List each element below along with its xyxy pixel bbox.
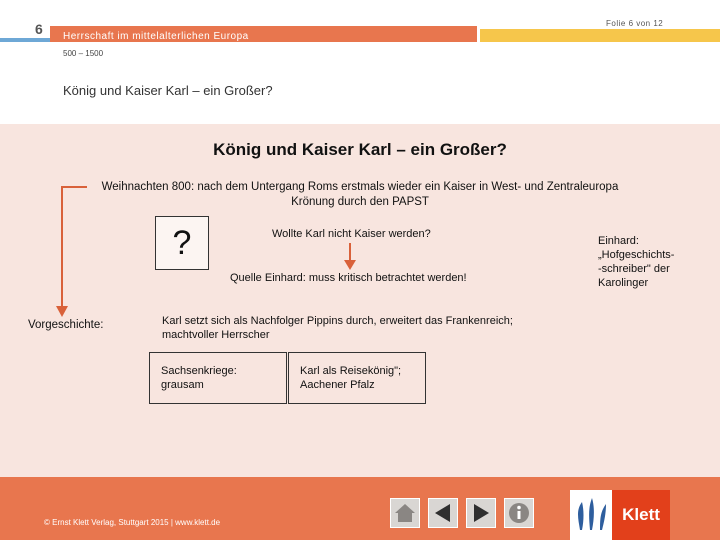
einhard-note	[598, 234, 708, 290]
slide-counter: Folie 6 von 12	[606, 19, 664, 28]
saxon-wars-line-1: Sachsenkriege:	[161, 365, 237, 377]
main-title: König und Kaiser Karl – ein Großer?	[213, 140, 507, 159]
info-icon	[505, 499, 533, 527]
travel-king-box	[288, 352, 426, 404]
home-button[interactable]	[390, 498, 420, 528]
chapter-title: Herrschaft im mittelalterlichen Europa	[63, 31, 249, 42]
travel-king-line-2: Aachener Pfalz	[300, 379, 375, 391]
saxon-wars-line-2: grausam	[161, 379, 204, 391]
copyright-text: © Ernst Klett Verlag, Stuttgart 2015 | www.klett.de	[44, 518, 221, 527]
down-arrow-head-left	[56, 306, 68, 317]
forward-triangle-icon	[467, 499, 495, 527]
home-icon	[391, 499, 419, 527]
down-arrow-head-center	[344, 260, 356, 270]
papst-line: Krönung durch den PAPST	[291, 196, 429, 208]
einhard-line-1: Einhard:	[598, 235, 639, 247]
slide-heading: König und Kaiser Karl – ein Großer?	[63, 83, 273, 98]
karl-line-1: Karl setzt sich als Nachfolger Pippins durch, erweitert das Frankenreich;	[162, 315, 513, 327]
chapter-number: 6	[35, 21, 43, 37]
karl-line-2: machtvoller Herrscher	[162, 329, 270, 341]
einhard-line-4: Karolinger	[598, 277, 649, 289]
vorgeschichte-label: Vorgeschichte:	[28, 319, 104, 331]
back-triangle-icon	[429, 499, 457, 527]
question-text: Wollte Karl nicht Kaiser werden?	[272, 228, 431, 240]
forward-button[interactable]	[466, 498, 496, 528]
date-range: 500 – 1500	[63, 49, 104, 58]
coronation-line: Weihnachten 800: nach dem Untergang Roms erstmals wieder ein Kaiser in West- und Zentraleuropa	[101, 181, 619, 193]
info-button[interactable]	[504, 498, 534, 528]
source-note: Quelle Einhard: muss kritisch betrachtet werden!	[230, 272, 467, 284]
bracket-line	[62, 187, 87, 308]
question-box: ?	[155, 216, 209, 270]
klett-logo: Klett	[612, 490, 670, 540]
back-button[interactable]	[428, 498, 458, 528]
einhard-line-3: -schreiber" der	[598, 263, 670, 275]
klett-emblem-icon	[570, 490, 612, 540]
einhard-line-2: „Hofgeschichts-	[598, 249, 675, 261]
saxon-wars-box	[149, 352, 287, 404]
karl-succession-text	[162, 314, 582, 342]
travel-king-line-1: Karl als Reisekönig";	[300, 365, 402, 377]
